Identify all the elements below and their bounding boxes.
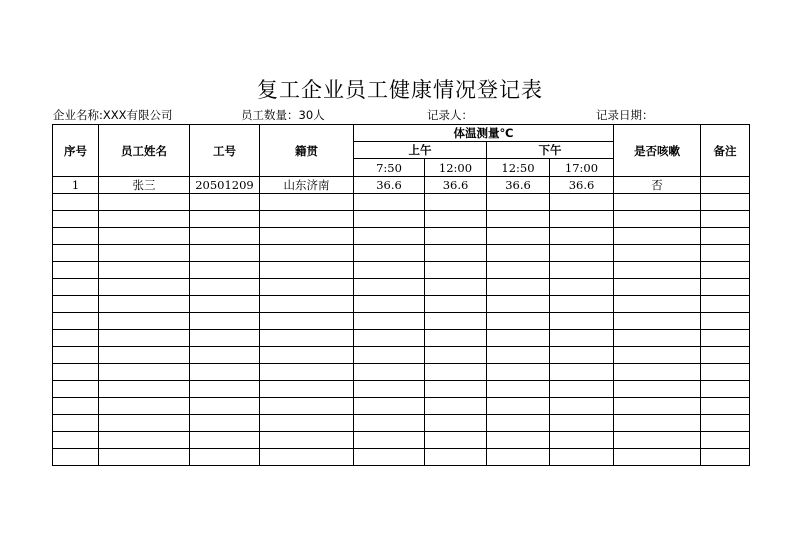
cell-temp-2[interactable] (425, 279, 487, 296)
cell-temp-1[interactable] (354, 449, 425, 466)
header-morning: 上午 (354, 142, 487, 159)
cell-id[interactable] (190, 398, 260, 415)
cell-temp-4[interactable] (550, 211, 614, 228)
cell-name[interactable] (99, 381, 190, 398)
cell-id[interactable] (190, 432, 260, 449)
table-row (53, 279, 750, 296)
cell-remark[interactable] (701, 262, 750, 279)
header-seq: 序号 (53, 125, 99, 177)
cell-temp-2[interactable] (425, 330, 487, 347)
cell-temp-4[interactable] (550, 330, 614, 347)
cell-origin[interactable] (260, 194, 354, 211)
cell-name[interactable] (99, 364, 190, 381)
cell-seq[interactable] (53, 279, 99, 296)
cell-temp-4[interactable] (550, 296, 614, 313)
table-row (53, 228, 750, 245)
cell-remark[interactable] (701, 194, 750, 211)
cell-temp-1[interactable] (354, 330, 425, 347)
header-time-3: 12:50 (487, 159, 550, 177)
cell-cough[interactable] (614, 296, 701, 313)
cell-seq[interactable] (53, 228, 99, 245)
cell-remark[interactable] (701, 177, 750, 194)
cell-origin[interactable] (260, 245, 354, 262)
cell-temp-1[interactable] (354, 415, 425, 432)
cell-temp-4[interactable] (550, 381, 614, 398)
cell-temp-3[interactable] (487, 245, 550, 262)
cell-id[interactable] (190, 415, 260, 432)
cell-temp-3[interactable] (487, 381, 550, 398)
cell-temp-2[interactable]: 36.6 (425, 177, 487, 194)
cell-origin[interactable] (260, 211, 354, 228)
cell-cough[interactable] (614, 432, 701, 449)
cell-remark[interactable] (701, 449, 750, 466)
cell-temp-4[interactable] (550, 245, 614, 262)
cell-origin[interactable]: 山东济南 (260, 177, 354, 194)
cell-id[interactable] (190, 194, 260, 211)
cell-temp-2[interactable] (425, 211, 487, 228)
cell-temp-3[interactable] (487, 364, 550, 381)
cell-temp-4[interactable] (550, 262, 614, 279)
cell-origin[interactable] (260, 449, 354, 466)
cell-origin[interactable] (260, 415, 354, 432)
cell-name[interactable] (99, 415, 190, 432)
table-row (53, 347, 750, 364)
cell-temp-4[interactable]: 36.6 (550, 177, 614, 194)
cell-temp-3[interactable] (487, 228, 550, 245)
cell-temp-3[interactable] (487, 296, 550, 313)
table-row (53, 211, 750, 228)
cell-temp-1[interactable] (354, 347, 425, 364)
cell-name[interactable] (99, 296, 190, 313)
cell-cough[interactable] (614, 415, 701, 432)
cell-temp-2[interactable] (425, 313, 487, 330)
cell-temp-1[interactable] (354, 313, 425, 330)
table-row (53, 245, 750, 262)
cell-temp-2[interactable] (425, 398, 487, 415)
cell-id[interactable] (190, 262, 260, 279)
cell-temp-3[interactable] (487, 330, 550, 347)
cell-temp-3[interactable]: 36.6 (487, 177, 550, 194)
cell-remark[interactable] (701, 432, 750, 449)
table-row (53, 262, 750, 279)
cell-name[interactable] (99, 449, 190, 466)
table-row (53, 381, 750, 398)
cell-temp-3[interactable] (487, 347, 550, 364)
cell-name[interactable] (99, 330, 190, 347)
header-time-4: 17:00 (550, 159, 614, 177)
cell-temp-3[interactable] (487, 262, 550, 279)
cell-origin[interactable] (260, 262, 354, 279)
cell-origin[interactable] (260, 279, 354, 296)
cell-seq[interactable] (53, 398, 99, 415)
cell-name[interactable] (99, 211, 190, 228)
cell-origin[interactable] (260, 228, 354, 245)
cell-cough[interactable]: 否 (614, 177, 701, 194)
cell-cough[interactable] (614, 347, 701, 364)
cell-name[interactable] (99, 432, 190, 449)
cell-temp-2[interactable] (425, 364, 487, 381)
cell-seq[interactable] (53, 262, 99, 279)
cell-temp-1[interactable] (354, 194, 425, 211)
cell-seq[interactable]: 1 (53, 177, 99, 194)
cell-temp-1[interactable] (354, 381, 425, 398)
cell-temp-4[interactable] (550, 194, 614, 211)
cell-cough[interactable] (614, 449, 701, 466)
cell-seq[interactable] (53, 449, 99, 466)
cell-origin[interactable] (260, 347, 354, 364)
cell-temp-4[interactable] (550, 432, 614, 449)
cell-remark[interactable] (701, 398, 750, 415)
cell-cough[interactable] (614, 211, 701, 228)
cell-id[interactable] (190, 330, 260, 347)
cell-temp-2[interactable] (425, 432, 487, 449)
cell-remark[interactable] (701, 364, 750, 381)
cell-id[interactable] (190, 364, 260, 381)
cell-temp-1[interactable] (354, 432, 425, 449)
cell-remark[interactable] (701, 245, 750, 262)
cell-cough[interactable] (614, 279, 701, 296)
table-row (53, 364, 750, 381)
cell-id[interactable] (190, 313, 260, 330)
cell-seq[interactable] (53, 432, 99, 449)
cell-temp-1[interactable] (354, 211, 425, 228)
cell-temp-2[interactable] (425, 347, 487, 364)
cell-cough[interactable] (614, 228, 701, 245)
cell-seq[interactable] (53, 245, 99, 262)
table-row (53, 398, 750, 415)
header-origin: 籍贯 (260, 125, 354, 177)
cell-cough[interactable] (614, 398, 701, 415)
cell-temp-2[interactable] (425, 245, 487, 262)
cell-id[interactable]: 20501209 (190, 177, 260, 194)
cell-temp-3[interactable] (487, 211, 550, 228)
record-date-label: 记录日期： (596, 108, 654, 122)
cell-temp-4[interactable] (550, 279, 614, 296)
table-row (53, 330, 750, 347)
cell-temp-1[interactable] (354, 228, 425, 245)
cell-temp-1[interactable] (354, 364, 425, 381)
cell-seq[interactable] (53, 211, 99, 228)
cell-cough[interactable] (614, 313, 701, 330)
cell-remark[interactable] (701, 228, 750, 245)
cell-name[interactable] (99, 245, 190, 262)
header-remark: 备注 (701, 125, 750, 177)
cell-temp-1[interactable] (354, 279, 425, 296)
cell-temp-2[interactable] (425, 296, 487, 313)
cell-origin[interactable] (260, 313, 354, 330)
recorder-label: 记录人： (427, 108, 473, 122)
header-temperature: 体温测量℃ (354, 125, 614, 142)
cell-temp-3[interactable] (487, 398, 550, 415)
cell-name[interactable] (99, 347, 190, 364)
cell-seq[interactable] (53, 347, 99, 364)
cell-cough[interactable] (614, 330, 701, 347)
cell-origin[interactable] (260, 398, 354, 415)
cell-remark[interactable] (701, 279, 750, 296)
health-register-table (52, 124, 750, 466)
cell-id[interactable] (190, 211, 260, 228)
header-time-1: 7:50 (354, 159, 425, 177)
cell-seq[interactable] (53, 313, 99, 330)
cell-name[interactable]: 张三 (99, 177, 190, 194)
employee-count-label: 员工数量：30人 (241, 108, 325, 122)
cell-remark[interactable] (701, 415, 750, 432)
cell-temp-3[interactable] (487, 432, 550, 449)
cell-seq[interactable] (53, 194, 99, 211)
header-time-2: 12:00 (425, 159, 487, 177)
table-row (53, 296, 750, 313)
cell-temp-1[interactable] (354, 398, 425, 415)
table-row (53, 177, 750, 194)
cell-name[interactable] (99, 313, 190, 330)
cell-remark[interactable] (701, 381, 750, 398)
cell-temp-4[interactable] (550, 415, 614, 432)
cell-id[interactable] (190, 296, 260, 313)
cell-temp-4[interactable] (550, 449, 614, 466)
cell-cough[interactable] (614, 194, 701, 211)
cell-id[interactable] (190, 449, 260, 466)
company-name-label: 企业名称:XXX有限公司 (53, 108, 173, 122)
header-cough: 是否咳嗽 (614, 125, 701, 177)
cell-cough[interactable] (614, 262, 701, 279)
table-row (53, 415, 750, 432)
cell-name[interactable] (99, 194, 190, 211)
cell-cough[interactable] (614, 364, 701, 381)
cell-temp-2[interactable] (425, 381, 487, 398)
cell-temp-2[interactable] (425, 228, 487, 245)
cell-id[interactable] (190, 381, 260, 398)
cell-temp-3[interactable] (487, 194, 550, 211)
cell-id[interactable] (190, 245, 260, 262)
table-row (53, 313, 750, 330)
cell-temp-1[interactable]: 36.6 (354, 177, 425, 194)
cell-cough[interactable] (614, 381, 701, 398)
header-afternoon: 下午 (487, 142, 614, 159)
cell-seq[interactable] (53, 364, 99, 381)
cell-origin[interactable] (260, 381, 354, 398)
cell-seq[interactable] (53, 415, 99, 432)
cell-temp-2[interactable] (425, 415, 487, 432)
header-id: 工号 (190, 125, 260, 177)
cell-temp-2[interactable] (425, 194, 487, 211)
cell-seq[interactable] (53, 381, 99, 398)
cell-temp-2[interactable] (425, 449, 487, 466)
table-row (53, 449, 750, 466)
cell-id[interactable] (190, 228, 260, 245)
cell-origin[interactable] (260, 432, 354, 449)
cell-remark[interactable] (701, 296, 750, 313)
cell-name[interactable] (99, 262, 190, 279)
cell-temp-3[interactable] (487, 313, 550, 330)
cell-name[interactable] (99, 279, 190, 296)
cell-temp-4[interactable] (550, 313, 614, 330)
cell-temp-4[interactable] (550, 347, 614, 364)
cell-id[interactable] (190, 279, 260, 296)
cell-seq[interactable] (53, 330, 99, 347)
cell-origin[interactable] (260, 330, 354, 347)
cell-temp-3[interactable] (487, 449, 550, 466)
cell-id[interactable] (190, 347, 260, 364)
cell-temp-1[interactable] (354, 262, 425, 279)
header-name: 员工姓名 (99, 125, 190, 177)
cell-temp-4[interactable] (550, 398, 614, 415)
table-row (53, 194, 750, 211)
cell-temp-2[interactable] (425, 262, 487, 279)
cell-remark[interactable] (701, 330, 750, 347)
cell-temp-3[interactable] (487, 415, 550, 432)
cell-name[interactable] (99, 398, 190, 415)
cell-temp-4[interactable] (550, 228, 614, 245)
cell-origin[interactable] (260, 296, 354, 313)
cell-cough[interactable] (614, 245, 701, 262)
page-title: 复工企业员工健康情况登记表 (257, 78, 543, 102)
cell-origin[interactable] (260, 364, 354, 381)
cell-name[interactable] (99, 228, 190, 245)
cell-seq[interactable] (53, 296, 99, 313)
cell-remark[interactable] (701, 347, 750, 364)
cell-remark[interactable] (701, 313, 750, 330)
cell-temp-4[interactable] (550, 364, 614, 381)
cell-temp-1[interactable] (354, 296, 425, 313)
table-row (53, 432, 750, 449)
cell-temp-3[interactable] (487, 279, 550, 296)
cell-remark[interactable] (701, 211, 750, 228)
cell-temp-1[interactable] (354, 245, 425, 262)
